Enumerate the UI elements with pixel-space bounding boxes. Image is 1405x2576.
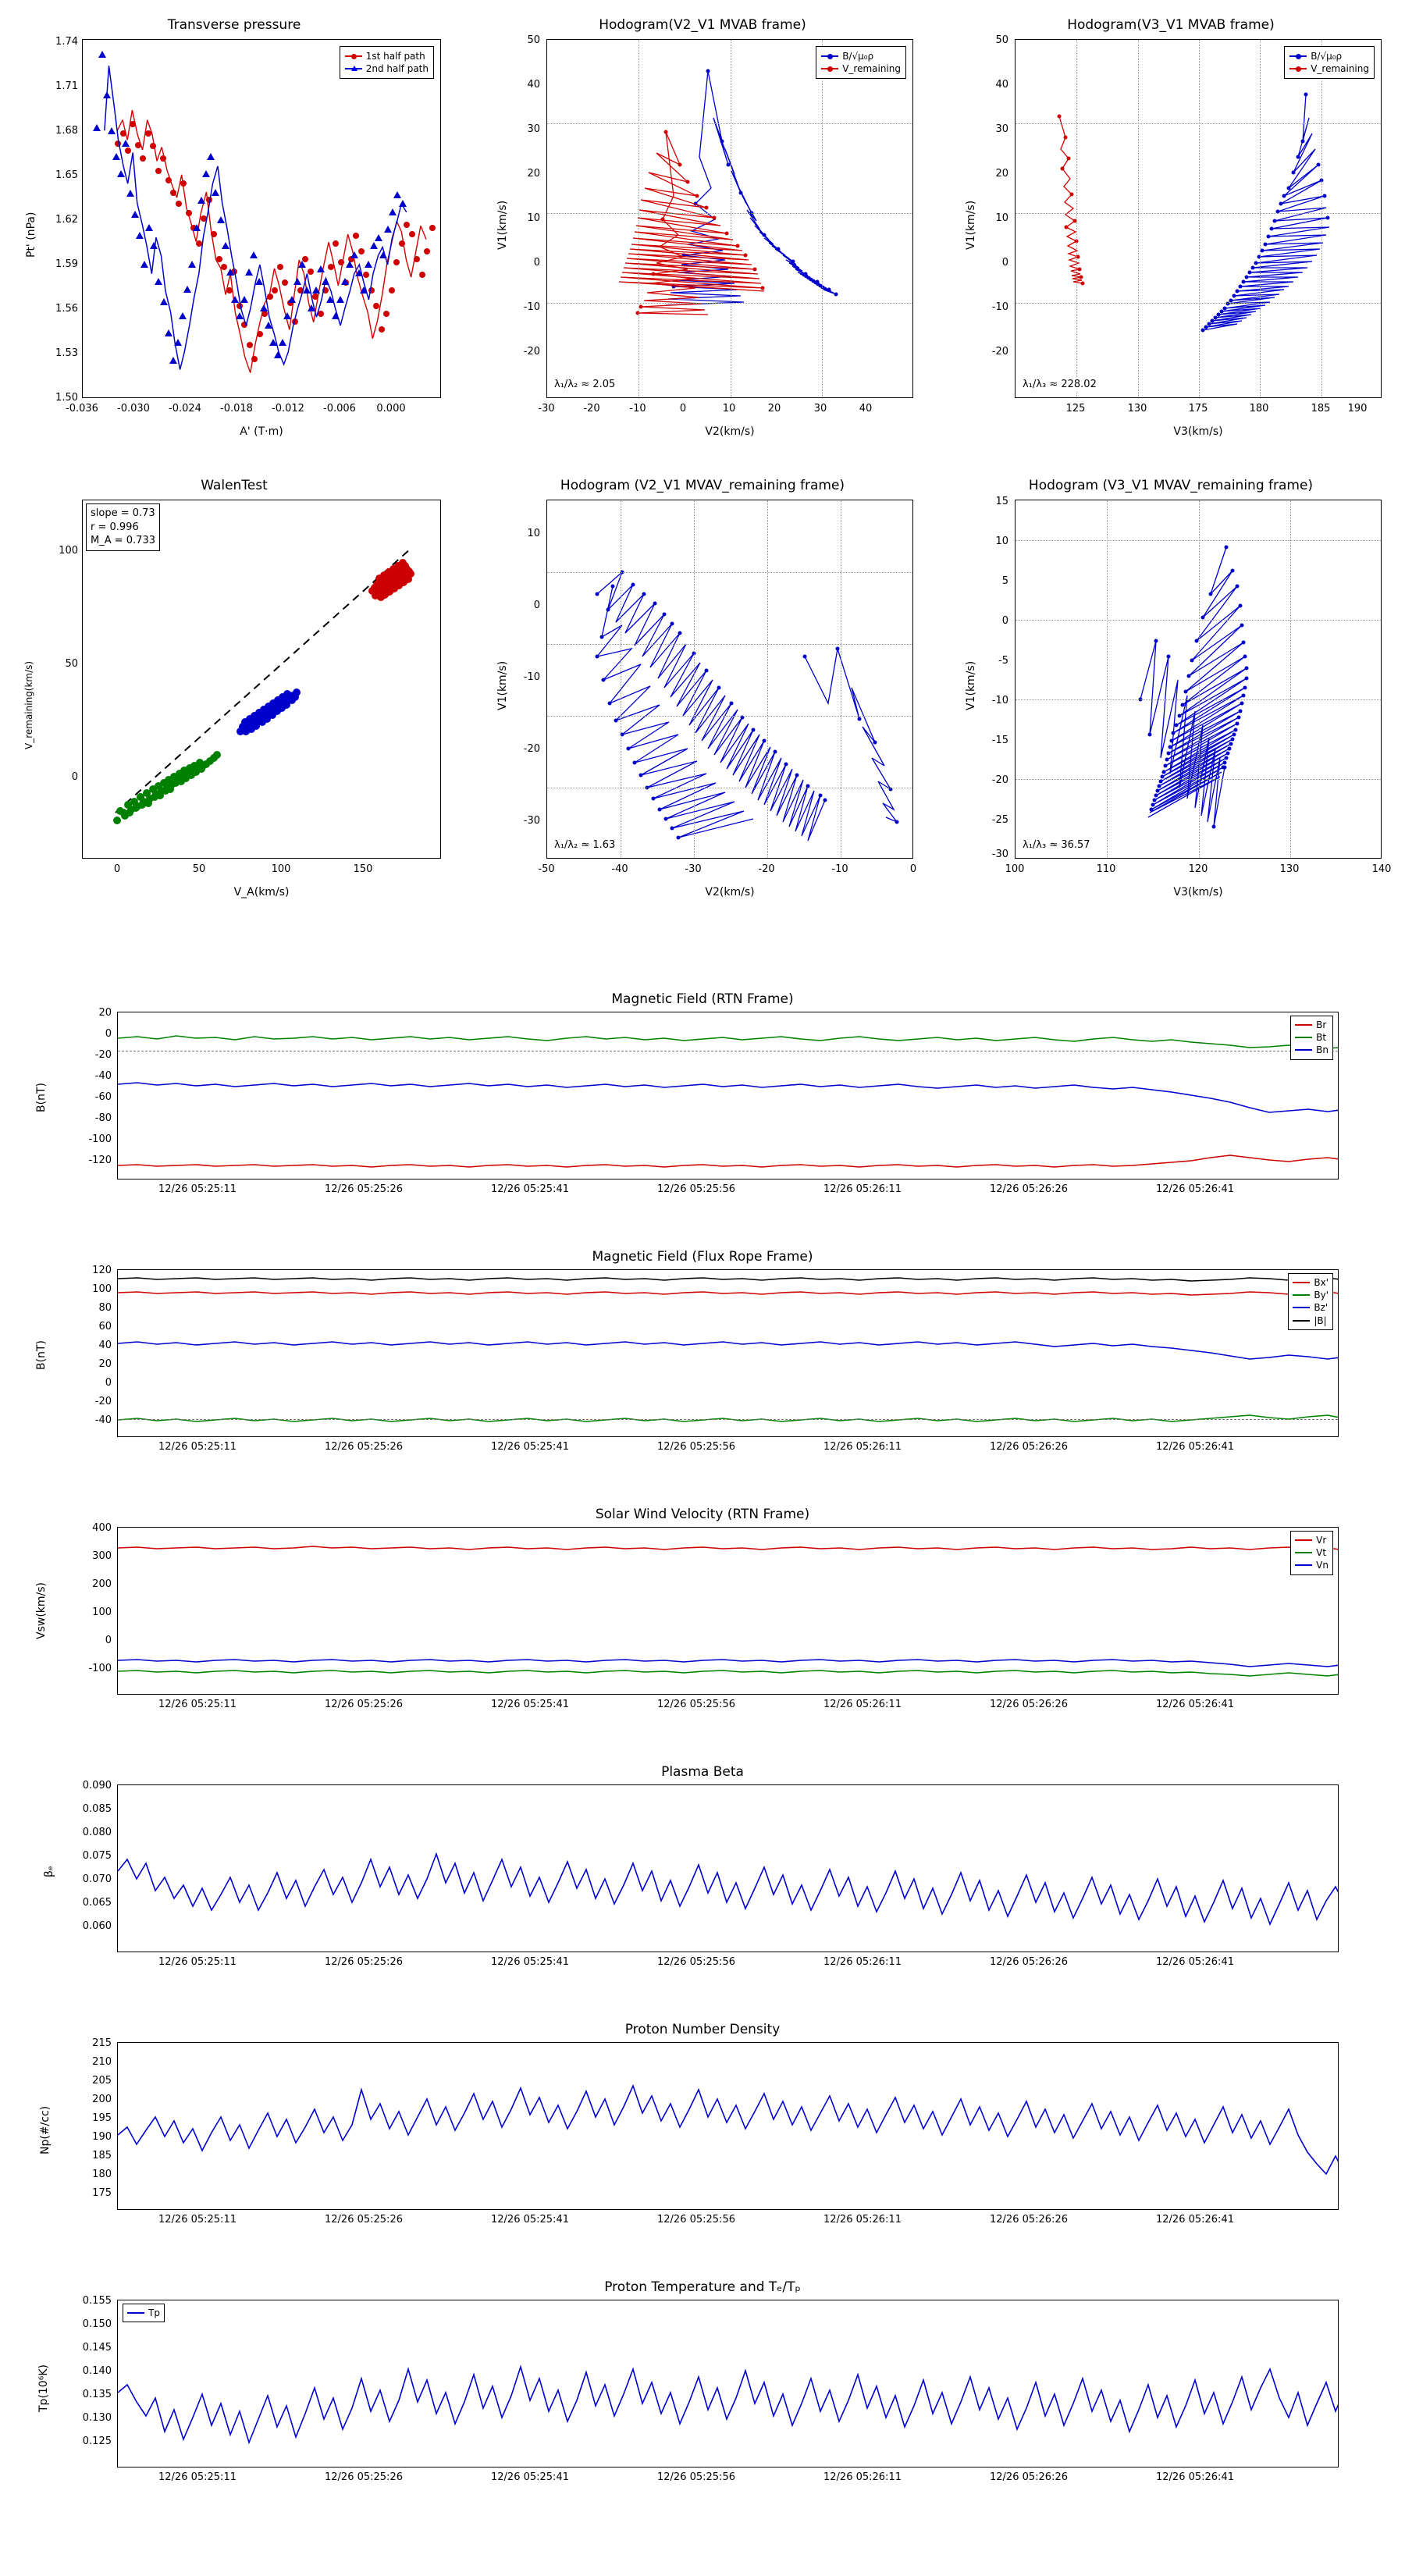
proton-density-trace — [118, 2043, 1339, 2210]
walen-r: r = 0.996 — [91, 521, 139, 533]
y-tick: 30 — [527, 123, 540, 135]
y-tick: 20 — [98, 1358, 112, 1370]
legend-label: Tp — [148, 2307, 160, 2318]
panel-transverse-pressure — [0, 0, 468, 453]
y-tick: -100 — [88, 1133, 112, 1145]
panel-magnetic-field-flux-rope — [0, 1241, 1405, 1499]
x-tick: 50 — [192, 863, 206, 875]
legend-label: By' — [1314, 1290, 1329, 1301]
x-tick: 12/26 05:25:56 — [657, 1441, 735, 1453]
b-rtn-traces — [118, 1012, 1339, 1179]
x-tick: 12/26 05:26:41 — [1156, 1441, 1234, 1453]
x-tick: -30 — [685, 863, 702, 875]
panel-title: Plasma Beta — [661, 1764, 744, 1780]
y-tick: 205 — [92, 2075, 112, 2087]
x-axis-label: V3(km/s) — [1173, 886, 1223, 898]
x-tick: 110 — [1096, 863, 1116, 875]
y-axis-label: V1(km/s) — [965, 660, 977, 710]
x-tick: 12/26 05:25:56 — [657, 2214, 735, 2226]
x-tick: 12/26 05:25:11 — [158, 1956, 237, 1968]
y-tick: 1.62 — [55, 214, 78, 226]
x-tick: 12/26 05:26:26 — [990, 1183, 1068, 1195]
y-tick: 0.090 — [82, 1780, 112, 1791]
x-tick: 12/26 05:26:26 — [990, 1699, 1068, 1710]
legend-row — [1289, 50, 1369, 62]
legend-b-fluxrope — [1288, 1273, 1333, 1330]
x-tick: 12/26 05:25:56 — [657, 1956, 735, 1968]
legend-row — [821, 50, 901, 62]
x-tick: 130 — [1127, 403, 1147, 415]
walen-scatter — [83, 500, 441, 859]
y-tick: 10 — [995, 535, 1008, 547]
y-tick: 195 — [92, 2112, 112, 2124]
y-tick: 10 — [527, 212, 540, 224]
x-tick: 10 — [722, 403, 736, 415]
x-tick: 12/26 05:25:11 — [158, 1183, 237, 1195]
x-tick: 12/26 05:25:26 — [325, 2214, 403, 2226]
panel-title: Magnetic Field (RTN Frame) — [611, 991, 794, 1007]
x-tick: 100 — [1005, 863, 1025, 875]
x-tick: 12/26 05:25:41 — [491, 1956, 569, 1968]
y-tick: -100 — [88, 1663, 112, 1674]
y-tick: 0.155 — [82, 2295, 112, 2307]
legend-label: V_remaining — [842, 63, 901, 75]
plot-area — [82, 500, 441, 859]
x-tick: 12/26 05:25:11 — [158, 1699, 237, 1710]
y-tick: 80 — [98, 1302, 112, 1314]
x-axis-label: V2(km/s) — [705, 425, 755, 438]
x-tick: -30 — [538, 403, 555, 415]
legend-hodogram-2 — [1284, 46, 1375, 79]
x-tick: 12/26 05:25:56 — [657, 2471, 735, 2483]
x-tick: 150 — [353, 863, 373, 875]
x-tick: 12/26 05:25:26 — [325, 1183, 403, 1195]
x-tick: 185 — [1311, 403, 1331, 415]
panel-hodogram-v2-v1-mvav — [468, 461, 937, 913]
x-tick: 12/26 05:25:56 — [657, 1699, 735, 1710]
y-tick: -20 — [523, 743, 540, 755]
y-tick: -40 — [94, 1070, 112, 1082]
walen-slope: slope = 0.73 — [91, 507, 155, 519]
y-tick: -10 — [523, 671, 540, 683]
y-tick: 10 — [527, 528, 540, 539]
x-tick: 0 — [909, 863, 917, 875]
plot-area — [117, 2300, 1339, 2467]
panel-title: Transverse pressure — [167, 17, 301, 33]
x-tick: -0.012 — [272, 403, 304, 415]
legend-row — [127, 2307, 160, 2319]
legend-row — [1295, 1534, 1329, 1546]
panel-title: Proton Temperature and Tₑ/Tₚ — [604, 2279, 801, 2295]
y-tick: 0 — [1001, 615, 1008, 627]
panel-title: Hodogram (V2_V1 MVAV_remaining frame) — [560, 478, 845, 493]
x-tick: 12/26 05:26:11 — [823, 2214, 902, 2226]
plot-area — [82, 39, 441, 398]
y-tick: 1.65 — [55, 169, 78, 181]
plot-area — [117, 1012, 1339, 1179]
y-tick: 200 — [92, 2094, 112, 2105]
panel-hodogram-v3-v1-mvav — [937, 461, 1405, 913]
legend-label: Bt — [1316, 1032, 1327, 1044]
y-tick: 0.130 — [82, 2412, 112, 2424]
legend-tp — [123, 2304, 165, 2322]
y-tick: 1.74 — [55, 36, 78, 48]
y-tick: -30 — [523, 815, 540, 827]
legend-label: Vn — [1316, 1560, 1329, 1571]
legend-label: 1st half path — [365, 51, 425, 62]
x-axis-label: V3(km/s) — [1173, 425, 1223, 438]
panel-title: Hodogram(V3_V1 MVAB frame) — [1067, 17, 1275, 33]
y-tick: 20 — [527, 168, 540, 180]
x-tick: -20 — [758, 863, 775, 875]
y-tick: 5 — [1001, 575, 1008, 587]
plot-area — [1015, 500, 1382, 859]
y-tick: 20 — [98, 1007, 112, 1019]
y-axis-label: B(nT) — [35, 1083, 48, 1112]
panel-title: Hodogram (V3_V1 MVAV_remaining frame) — [1028, 478, 1314, 493]
y-tick: 0.140 — [82, 2365, 112, 2377]
y-tick: -10 — [991, 695, 1008, 706]
legend-row — [345, 62, 429, 75]
y-axis-label: V_remaining(km/s) — [23, 660, 34, 749]
x-tick: 12/26 05:25:26 — [325, 1699, 403, 1710]
y-tick: 400 — [92, 1522, 112, 1534]
y-tick: 50 — [527, 34, 540, 46]
y-tick: 40 — [995, 79, 1008, 91]
x-tick: 12/26 05:25:56 — [657, 1183, 735, 1195]
y-axis-label: V1(km/s) — [496, 660, 509, 710]
x-axis-label: V_A(km/s) — [233, 886, 290, 898]
hodogram-traces — [547, 500, 913, 859]
y-tick: 20 — [995, 168, 1008, 180]
x-tick: -20 — [583, 403, 600, 415]
x-tick: 12/26 05:26:41 — [1156, 1956, 1234, 1968]
transverse-pressure-curves — [83, 40, 441, 398]
panel-proton-number-density — [0, 2014, 1405, 2272]
y-tick: 0.135 — [82, 2389, 112, 2400]
panel-solar-wind-velocity-rtn — [0, 1499, 1405, 1756]
x-axis-label: A' (T·m) — [240, 425, 283, 438]
y-tick: 1.56 — [55, 303, 78, 315]
y-tick: 190 — [92, 2131, 112, 2143]
plot-area — [1015, 39, 1382, 398]
panel-title: Magnetic Field (Flux Rope Frame) — [592, 1249, 813, 1265]
legend-row — [1293, 1289, 1329, 1301]
x-tick: 12/26 05:26:26 — [990, 1956, 1068, 1968]
legend-row — [1295, 1546, 1329, 1559]
y-tick: 175 — [92, 2187, 112, 2199]
legend-vsw — [1290, 1531, 1333, 1575]
x-axis-label: V2(km/s) — [705, 886, 755, 898]
y-tick: 0 — [105, 1635, 112, 1646]
eigenvalue-ratio-annotation: λ₁/λ₂ ≈ 1.63 — [552, 838, 617, 852]
x-tick: -10 — [831, 863, 848, 875]
legend-label: Bx' — [1314, 1277, 1329, 1288]
legend-label: Bn — [1316, 1044, 1329, 1056]
legend-label: B/√μ₀ρ — [842, 51, 874, 62]
legend-row — [1295, 1019, 1329, 1031]
x-tick: 180 — [1249, 403, 1269, 415]
y-tick: 0.125 — [82, 2435, 112, 2447]
y-tick: 0 — [533, 600, 540, 611]
panel-title: Proton Number Density — [624, 2022, 781, 2037]
x-tick: 12/26 05:26:11 — [823, 1441, 902, 1453]
legend-row — [821, 62, 901, 75]
x-tick: 12/26 05:26:11 — [823, 1956, 902, 1968]
vsw-traces — [118, 1528, 1339, 1695]
panel-plasma-beta — [0, 1756, 1405, 2014]
x-tick: 12/26 05:25:26 — [325, 1956, 403, 1968]
x-tick: 140 — [1371, 863, 1392, 875]
x-tick: 12/26 05:25:41 — [491, 1699, 569, 1710]
y-tick: 40 — [98, 1340, 112, 1351]
x-tick: 125 — [1065, 403, 1086, 415]
y-tick: 100 — [59, 545, 78, 557]
x-tick: 12/26 05:26:26 — [990, 1441, 1068, 1453]
y-tick: 180 — [92, 2169, 112, 2180]
legend-label: Br — [1316, 1019, 1327, 1030]
x-tick: 12/26 05:26:11 — [823, 1183, 902, 1195]
y-tick: 0 — [1001, 257, 1008, 269]
y-tick: 100 — [92, 1606, 112, 1618]
y-tick: 40 — [527, 79, 540, 91]
x-tick: 12/26 05:26:26 — [990, 2471, 1068, 2483]
legend-label: |B| — [1314, 1315, 1327, 1326]
y-axis-label: Vsw(km/s) — [35, 1582, 48, 1639]
x-tick: 0 — [113, 863, 121, 875]
x-tick: 12/26 05:25:11 — [158, 2214, 237, 2226]
y-tick: -10 — [523, 301, 540, 313]
y-axis-label: βₑ — [43, 1866, 55, 1877]
y-tick: 0.060 — [82, 1920, 112, 1932]
legend-label: B/√μ₀ρ — [1311, 51, 1343, 62]
x-tick: 0 — [679, 403, 687, 415]
legend-row — [1295, 1031, 1329, 1044]
y-tick: -40 — [94, 1414, 112, 1426]
x-tick: 100 — [271, 863, 291, 875]
panel-hodogram-v3-v1-mvab — [937, 0, 1405, 453]
eigenvalue-ratio-annotation: λ₁/λ₂ ≈ 2.05 — [552, 378, 617, 391]
y-tick: 60 — [98, 1321, 112, 1332]
plot-area — [117, 2042, 1339, 2210]
x-tick: 12/26 05:26:11 — [823, 2471, 902, 2483]
panel-title: Solar Wind Velocity (RTN Frame) — [595, 1507, 810, 1522]
y-tick: 1.59 — [55, 258, 78, 270]
legend-label: V_remaining — [1311, 63, 1369, 75]
y-tick: 1.53 — [55, 347, 78, 359]
y-tick: -20 — [94, 1396, 112, 1407]
x-tick: 12/26 05:26:41 — [1156, 2471, 1234, 2483]
walen-ma: M_A = 0.733 — [91, 535, 155, 547]
y-tick: 0.070 — [82, 1873, 112, 1885]
eigenvalue-ratio-annotation: λ₁/λ₃ ≈ 36.57 — [1020, 838, 1093, 852]
legend-label: Vt — [1316, 1547, 1327, 1559]
x-tick: 130 — [1279, 863, 1300, 875]
y-tick: -25 — [991, 814, 1008, 826]
legend-row — [1295, 1559, 1329, 1571]
x-tick: 12/26 05:25:26 — [325, 1441, 403, 1453]
legend-row — [1293, 1276, 1329, 1289]
b-fluxrope-traces — [118, 1270, 1339, 1437]
y-tick: 15 — [995, 496, 1008, 507]
y-tick: 1.68 — [55, 125, 78, 137]
proton-temperature-trace — [118, 2300, 1339, 2467]
legend-label: Vr — [1316, 1535, 1327, 1546]
x-tick: 0.000 — [376, 403, 406, 415]
x-tick: 40 — [859, 403, 873, 415]
x-tick: 175 — [1188, 403, 1208, 415]
x-tick: -0.006 — [323, 403, 356, 415]
legend-row — [1293, 1301, 1329, 1314]
plot-area — [546, 500, 913, 859]
y-tick: 0.065 — [82, 1897, 112, 1909]
y-tick: 120 — [92, 1265, 112, 1276]
y-tick: -20 — [991, 346, 1008, 358]
x-tick: 12/26 05:25:26 — [325, 2471, 403, 2483]
x-tick: -0.018 — [220, 403, 253, 415]
panel-magnetic-field-rtn — [0, 984, 1405, 1241]
legend-row — [345, 50, 429, 62]
y-tick: 0.075 — [82, 1850, 112, 1862]
panel-title: Hodogram(V2_V1 MVAB frame) — [599, 17, 806, 33]
y-tick: 0 — [71, 771, 78, 783]
y-tick: 210 — [92, 2056, 112, 2068]
x-tick: 30 — [813, 403, 827, 415]
x-tick: -10 — [629, 403, 646, 415]
legend-row — [1289, 62, 1369, 75]
x-tick: -0.030 — [117, 403, 150, 415]
legend-row — [1293, 1315, 1329, 1327]
y-axis-label: Np(#/cc) — [39, 2105, 52, 2154]
plot-area — [117, 1527, 1339, 1695]
panel-proton-temperature — [0, 2272, 1405, 2537]
x-tick: -40 — [611, 863, 628, 875]
y-tick: 50 — [995, 34, 1008, 46]
legend-b-rtn — [1290, 1016, 1333, 1060]
y-axis-label: V1(km/s) — [496, 200, 509, 250]
y-tick: 100 — [92, 1283, 112, 1295]
y-tick: 0.150 — [82, 2318, 112, 2330]
y-tick: -20 — [991, 774, 1008, 786]
legend-transverse-pressure — [340, 46, 434, 79]
panel-hodogram-v2-v1-mvab — [468, 0, 937, 453]
legend-label: 2nd half path — [365, 63, 429, 75]
x-tick: 20 — [767, 403, 781, 415]
y-tick: 0 — [105, 1377, 112, 1389]
y-tick: -5 — [998, 655, 1008, 667]
y-tick: 200 — [92, 1578, 112, 1590]
y-tick: 1.71 — [55, 80, 78, 92]
x-tick: 12/26 05:26:26 — [990, 2214, 1068, 2226]
plot-area — [117, 1269, 1339, 1437]
y-tick: 0.145 — [82, 2342, 112, 2354]
y-tick: -20 — [94, 1049, 112, 1061]
y-tick: 1.50 — [55, 392, 78, 404]
plot-area — [546, 39, 913, 398]
x-tick: 12/26 05:25:11 — [158, 1441, 237, 1453]
y-tick: 215 — [92, 2037, 112, 2049]
panel-title: WalenTest — [201, 478, 268, 493]
y-tick: 0 — [105, 1028, 112, 1040]
x-tick: 190 — [1347, 403, 1368, 415]
x-tick: 12/26 05:25:11 — [158, 2471, 237, 2483]
x-tick: 120 — [1188, 863, 1208, 875]
x-tick: 12/26 05:26:41 — [1156, 1699, 1234, 1710]
y-tick: 10 — [995, 212, 1008, 224]
panel-walen-test — [0, 461, 468, 913]
y-tick: 30 — [995, 123, 1008, 135]
y-tick: 300 — [92, 1550, 112, 1562]
legend-hodogram-1 — [816, 46, 906, 79]
x-tick: 12/26 05:25:41 — [491, 2214, 569, 2226]
y-tick: 0 — [533, 257, 540, 269]
y-axis-label: Tp(10⁶K) — [37, 2364, 50, 2412]
walen-fit-annotation — [86, 503, 160, 551]
x-tick: 12/26 05:25:41 — [491, 2471, 569, 2483]
y-tick: 0.085 — [82, 1803, 112, 1815]
x-tick: -0.036 — [66, 403, 98, 415]
y-tick: 185 — [92, 2150, 112, 2161]
legend-row — [1295, 1044, 1329, 1056]
y-tick: -120 — [88, 1155, 112, 1166]
plasma-beta-trace — [118, 1785, 1339, 1952]
x-tick: 12/26 05:26:41 — [1156, 2214, 1234, 2226]
y-tick: -15 — [991, 735, 1008, 746]
y-tick: 0.080 — [82, 1827, 112, 1838]
plot-area — [117, 1784, 1339, 1952]
y-tick: -60 — [94, 1091, 112, 1103]
eigenvalue-ratio-annotation: λ₁/λ₃ ≈ 228.02 — [1020, 378, 1099, 391]
x-tick: -50 — [538, 863, 555, 875]
y-tick: -80 — [94, 1112, 112, 1124]
x-tick: 12/26 05:26:11 — [823, 1699, 902, 1710]
y-axis-label: Pt' (nPa) — [25, 212, 37, 258]
y-tick: -30 — [991, 849, 1008, 860]
x-tick: -0.024 — [169, 403, 201, 415]
x-tick: 12/26 05:25:41 — [491, 1183, 569, 1195]
x-tick: 12/26 05:26:41 — [1156, 1183, 1234, 1195]
y-tick: 50 — [65, 658, 78, 670]
y-tick: -10 — [991, 301, 1008, 313]
y-axis-label: B(nT) — [35, 1340, 48, 1370]
x-tick: 12/26 05:25:41 — [491, 1441, 569, 1453]
y-tick: -20 — [523, 346, 540, 358]
y-axis-label: V1(km/s) — [965, 200, 977, 250]
legend-label: Bz' — [1314, 1302, 1329, 1314]
